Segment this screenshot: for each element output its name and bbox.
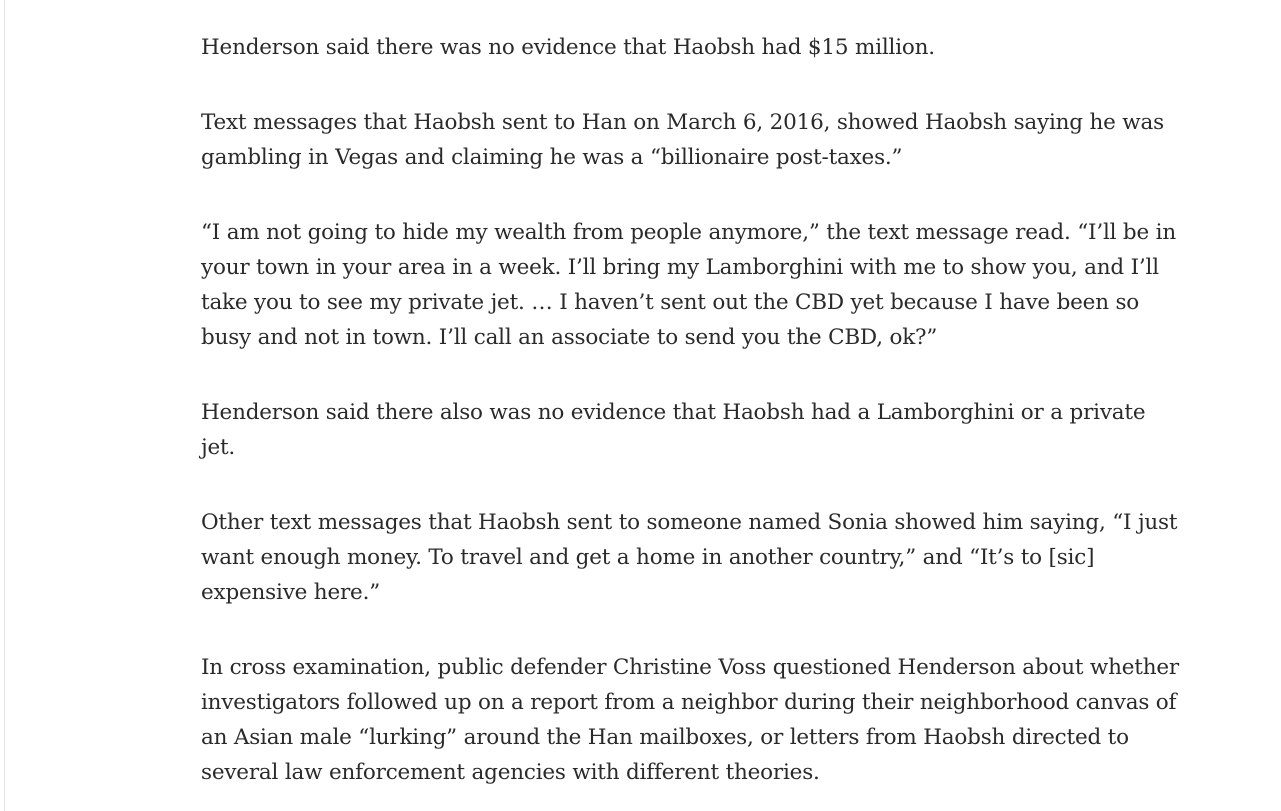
article-paragraph: Text messages that Haobsh sent to Han on March 6, 2016, showed Haobsh saying he was gambling in Vegas and claiming he was a “billionaire post-taxes.”	[201, 110, 1164, 170]
article-paragraph: In cross examination, public defender Christine Voss questioned Henderson about whether investigators followed up on a report from a neighbor during their neighborhood canvas of an Asian male “lurking” around the Han mailboxes, or letters from Haobsh directed to several law enforcement agencies with different theories.	[201, 655, 1179, 785]
article-paragraph: “I am not going to hide my wealth from people anymore,” the text message read. “I’ll be in your town in your area in a week. I’ll bring my Lamborghini with me to show you, and I’ll take you to see my private jet. … I haven’t sent out the CBD yet because I have been so busy and not in town. I’ll call an associate to send you the CBD, ok?”	[201, 220, 1176, 350]
article-body	[201, 30, 1181, 811]
article-paragraph: Henderson said there was no evidence that Haobsh had $15 million.	[201, 35, 935, 60]
page-left-border	[4, 0, 5, 811]
article-paragraph: Other text messages that Haobsh sent to someone named Sonia showed him saying, “I just want enough money. To travel and get a home in another country,” and “It’s to [sic] expensive here.”	[201, 510, 1178, 605]
article-paragraph: Henderson said there also was no evidence that Haobsh had a Lamborghini or a private jet.	[201, 400, 1146, 460]
